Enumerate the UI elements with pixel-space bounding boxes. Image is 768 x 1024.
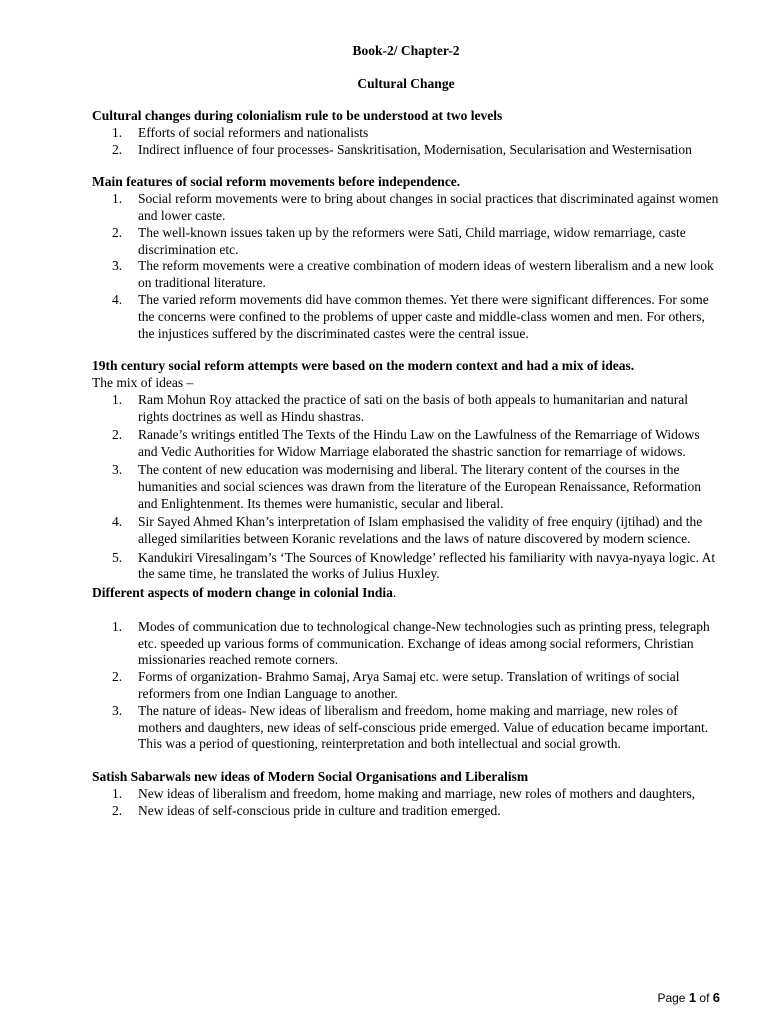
list-item [92,669,720,703]
list-item [92,292,720,342]
list-item [92,225,720,259]
section-sabarwal-ideas [92,769,720,819]
list-item [92,786,720,803]
list-item [92,258,720,292]
list-item-text: The nature of ideas- New ideas of liberalism and freedom, home making and marriage, new roles of mothers and daughters, new ideas of self-conscious pride emerged. Value of education became important. This was a period of questioning, reinterpretation and both intellectual and social growth. [138,702,709,752]
list-item-text: The varied reform movements did have common themes. Yet there were significant differences. For some the concerns were confined to the problems of upper caste and middle-class women and men. For others, the injustices suffered by the discriminated castes were the central issue. [138,291,709,341]
list-item [92,125,720,142]
numbered-list [92,125,720,159]
section-reform-features [92,174,720,342]
list-item [92,191,720,225]
list-item-text: New ideas of liberalism and freedom, home making and marriage, new roles of mothers and daughters, [138,786,696,802]
list-item-text: Kandukiri Viresalingam’s ‘The Sources of Knowledge’ reflected his familiarity with navya-nyaya logic. At the same time, he translated the works of Julius Huxley. [138,549,716,582]
of-label: of [699,991,710,1005]
list-number: 2. [112,802,123,818]
list-item [92,550,720,584]
list-item [92,619,720,669]
list-number: 2. [112,427,123,443]
section-cultural-changes [92,108,720,158]
numbered-list [92,786,720,820]
list-item [92,514,720,548]
list-item-text: The well-known issues taken up by the reformers were Sati, Child marriage, widow remarriage, caste discrimination etc. [138,224,686,257]
list-item-text: Sir Sayed Ahmed Khan’s interpretation of Islam emphasised the validity of free enquiry (ijtihad) and the alleged similarities between Koranic revelations and the laws of nature discovered by modern science. [138,514,703,547]
page-number: 1 [688,990,697,1005]
list-item [92,462,720,512]
numbered-list [92,191,720,342]
list-number: 1. [112,191,123,207]
section-title: 19th century social reform attempts were based on the modern context and had a mix of ideas. [92,358,635,374]
list-item-text: Efforts of social reformers and nationalists [138,124,369,140]
list-number: 2. [112,669,123,685]
book-chapter-heading: Book-2/ Chapter-2 [352,43,460,58]
page-footer [657,990,720,1005]
list-item [92,703,720,753]
list-item-text: Ram Mohun Roy attacked the practice of sati on the basis of both appeals to humanitarian and natural rights doctrines as well as Hindu shastras. [138,391,688,424]
list-number: 4. [112,291,123,307]
section-title: Main features of social reform movements before independence. [92,174,461,190]
section-title: Cultural changes during colonialism rule to be understood at two levels [92,108,503,123]
section-title-line [92,585,720,602]
section-subtitle: The mix of ideas – [92,375,194,391]
section-title-suffix: . [392,585,397,601]
chapter-title: Cultural Change [357,76,455,91]
list-item-text: New ideas of self-conscious pride in culture and tradition emerged. [138,802,501,818]
list-item-text: Indirect influence of four processes- Sanskritisation, Modernisation, Secularisation and Westernisation [138,141,692,157]
list-item [92,803,720,820]
list-number: 1. [112,391,123,407]
list-item-text: The reform movements were a creative combination of modern ideas of western liberalism and a new look on traditional literature. [138,258,714,291]
list-item-text: Forms of organization- Brahmo Samaj, Arya Samaj etc. were setup. Translation of writings of social reformers from one Indian Language to another. [138,669,680,702]
list-number: 1. [112,786,123,802]
list-item [92,427,720,461]
list-number: 3. [112,462,123,478]
list-item [92,142,720,159]
list-item-text: The content of new education was modernising and liberal. The literary content of the courses in the humanities and social sciences was drawn from the literature of the European Renaissance, Reformation and Enlightenment. Its themes were humanistic, secular and liberal. [138,462,702,511]
section-title: Different aspects of modern change in colonial India [92,585,393,601]
section-title: Satish Sabarwals new ideas of Modern Social Organisations and Liberalism [92,769,529,785]
list-number: 5. [112,549,123,565]
spacer [92,602,720,619]
page-total: 6 [712,990,720,1005]
list-number: 3. [112,702,123,718]
numbered-list [92,619,720,753]
list-number: 3. [112,258,123,274]
list-number: 1. [112,124,123,140]
list-item-text: Ranade’s writings entitled The Texts of the Hindu Law on the Lawfulness of the Remarriage of Widows and Vedic Authorities for Widow Marriage elaborated the shastric sanction for remarriage of widows. [138,427,700,459]
list-item-text: Social reform movements were to bring about changes in social practices that discriminated against women and lower caste. [138,191,719,223]
page-label: Page [657,991,686,1005]
section-modern-change-aspects [92,585,720,753]
list-number: 2. [112,224,123,240]
list-number: 2. [112,141,123,157]
section-19th-century-reform [92,358,720,583]
list-number: 1. [112,618,123,634]
list-number: 4. [112,514,123,530]
numbered-list [92,392,720,583]
list-item [92,392,720,426]
list-item-text: Modes of communication due to technological change-New technologies such as printing press, telegraph etc. speeded up various forms of communication. Exchange of ideas among social reformers, Christian missionaries reached remote corners. [138,618,710,668]
